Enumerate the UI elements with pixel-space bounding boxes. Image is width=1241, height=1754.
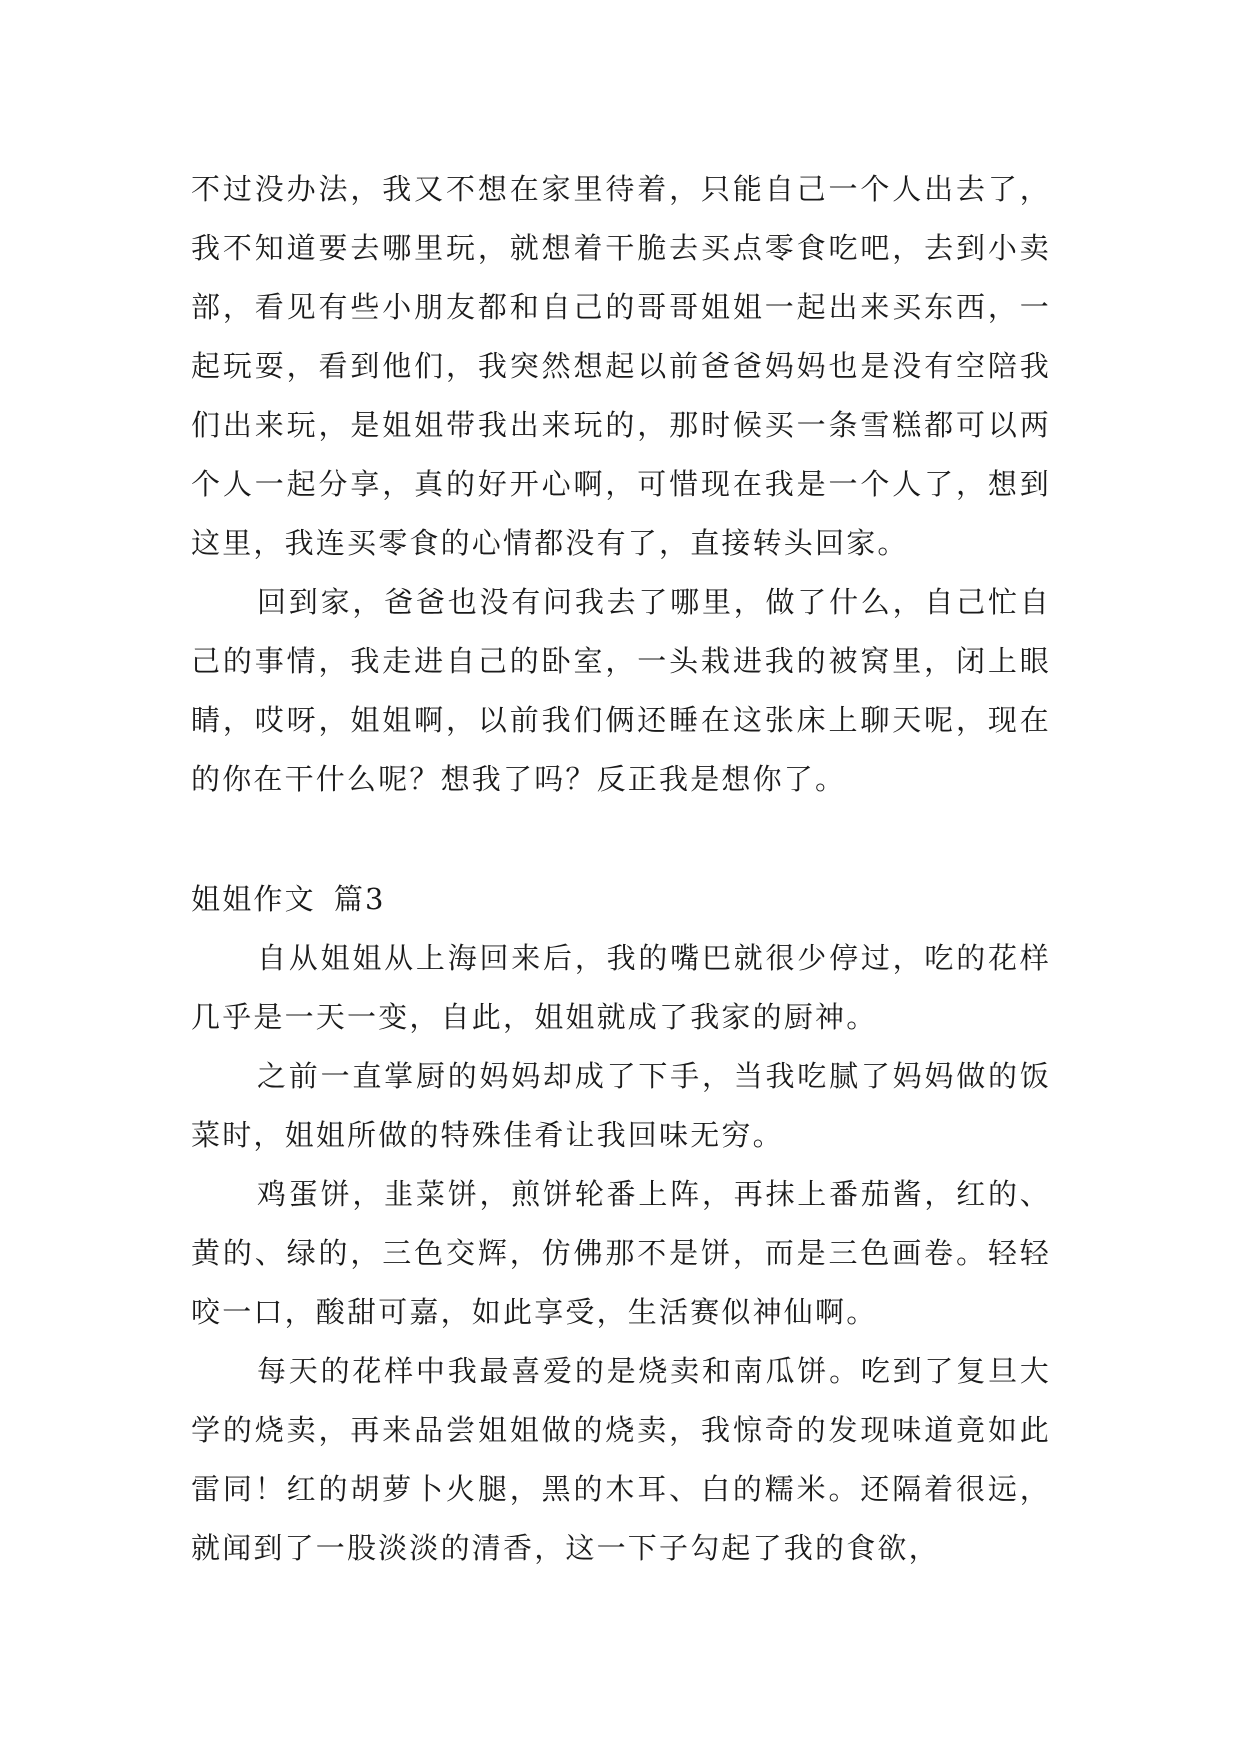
document-body: [191, 160, 1051, 1578]
section-title: 姐姐作文: [191, 882, 316, 916]
paragraph: 回到家，爸爸也没有问我去了哪里，做了什么，自己忙自己的事情，我走进自己的卧室，一头栽进我的被窝里，闭上眼睛，哎呀，姐姐啊，以前我们俩还睡在这张床上聊天呢，现在的你在干什么呢？想我了吗？反正我是想你了。: [191, 585, 1051, 796]
section-part-label: 篇3: [333, 882, 386, 916]
section-heading: [191, 870, 1051, 929]
paragraph: 之前一直掌厨的妈妈却成了下手，当我吃腻了妈妈做的饭菜时，姐姐所做的特殊佳肴让我回味无穷。: [191, 1059, 1051, 1152]
paragraph: 自从姐姐从上海回来后，我的嘴巴就很少停过，吃的花样几乎是一天一变，自此，姐姐就成了我家的厨神。: [191, 941, 1051, 1034]
paragraph: 每天的花样中我最喜爱的是烧卖和南瓜饼。吃到了复旦大学的烧卖，再来品尝姐姐做的烧卖，我惊奇的发现味道竟如此雷同！红的胡萝卜火腿，黑的木耳、白的糯米。还隔着很远，就闻到了一股淡淡的清香，这一下子勾起了我的食欲，: [191, 1354, 1051, 1565]
section-gap: [191, 809, 1051, 870]
paragraph: 不过没办法，我又不想在家里待着，只能自己一个人出去了，我不知道要去哪里玩，就想着干脆去买点零食吃吧，去到小卖部，看见有些小朋友都和自己的哥哥姐姐一起出来买东西，一起玩耍，看到他们，我突然想起以前爸爸妈妈也是没有空陪我们出来玩，是姐姐带我出来玩的，那时候买一条雪糕都可以两个人一起分享，真的好开心啊，可惜现在我是一个人了，想到这里，我连买零食的心情都没有了，直接转头回家。: [191, 172, 1051, 560]
paragraph: 鸡蛋饼，韭菜饼，煎饼轮番上阵，再抹上番茄酱，红的、黄的、绿的，三色交辉，仿佛那不是饼，而是三色画卷。轻轻咬一口，酸甜可嘉，如此享受，生活赛似神仙啊。: [191, 1177, 1051, 1329]
